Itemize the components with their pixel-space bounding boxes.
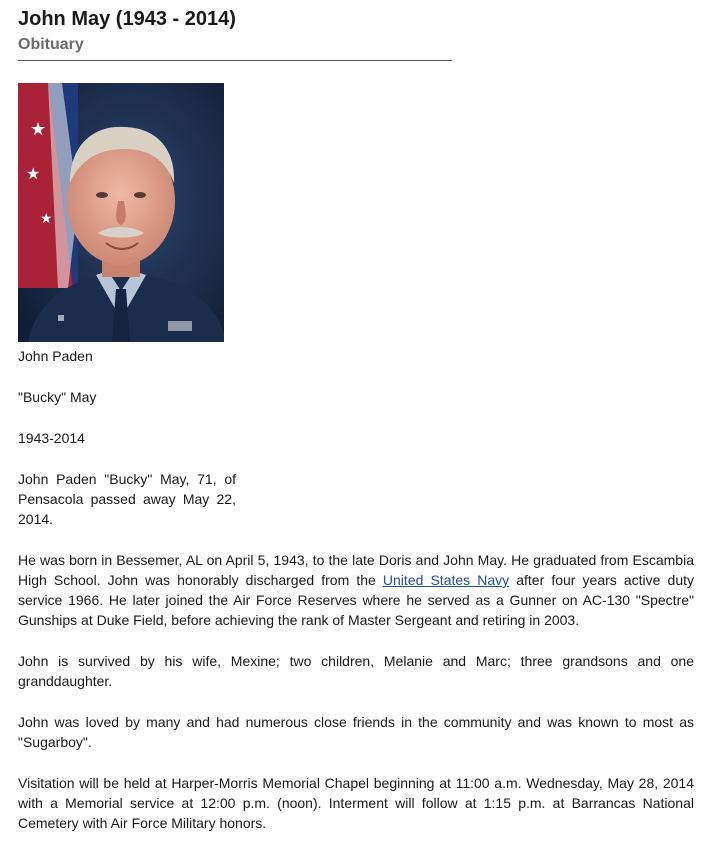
biography-text-after-link: after four years active duty service 1966. He later joined the Air Force Reserves where he served as a Gunner on AC-130 "Spectre" Gunships at Duke Field, before achieving the rank of Master Sergeant and retiring in 2003. <box>18 572 694 628</box>
intro-paragraph: John Paden "Bucky" May, 71, of Pensacola passed away May 22, 2014. <box>18 471 236 527</box>
life-years: 1943-2014 <box>18 430 85 446</box>
obituary-body <box>18 80 694 853</box>
united-states-navy-link[interactable]: United States Navy <box>382 572 510 588</box>
services-paragraph: Visitation will be held at Harper-Morris Memorial Chapel beginning at 11:00 a.m. Wednesday, May 28, 2014 with a Memorial service at 12:00 p.m. (noon). Interment will follow at 1:15 p.m. at Barrancas National Cemetery with Air Force Military honors. <box>18 775 694 831</box>
biography-paragraph <box>18 550 694 630</box>
name-line-2: "Bucky" May <box>18 389 97 405</box>
svg-text:★: ★ <box>40 211 53 227</box>
survivors-paragraph: John is survived by his wife, Mexine; two children, Melanie and Marc; three grandsons and one granddaughter. <box>18 653 694 689</box>
page-title: John May (1943 - 2014) <box>18 8 236 30</box>
page-subtitle: Obituary <box>18 36 84 53</box>
svg-text:★: ★ <box>26 164 41 183</box>
name-line-1: John Paden <box>18 348 93 364</box>
portrait-photo-icon <box>18 83 224 342</box>
svg-text:★: ★ <box>30 119 47 140</box>
nickname-paragraph: John was loved by many and had numerous close friends in the community and was known to most as "Sugarboy". <box>18 714 694 750</box>
biography-text-before-link: He was born in Bessemer, AL on April 5, 1943, to the late Doris and John May. He graduated from Escambia High School. John was honorably discharged from the <box>18 552 694 588</box>
obituary-header <box>18 6 452 61</box>
portrait-photo <box>18 83 224 342</box>
